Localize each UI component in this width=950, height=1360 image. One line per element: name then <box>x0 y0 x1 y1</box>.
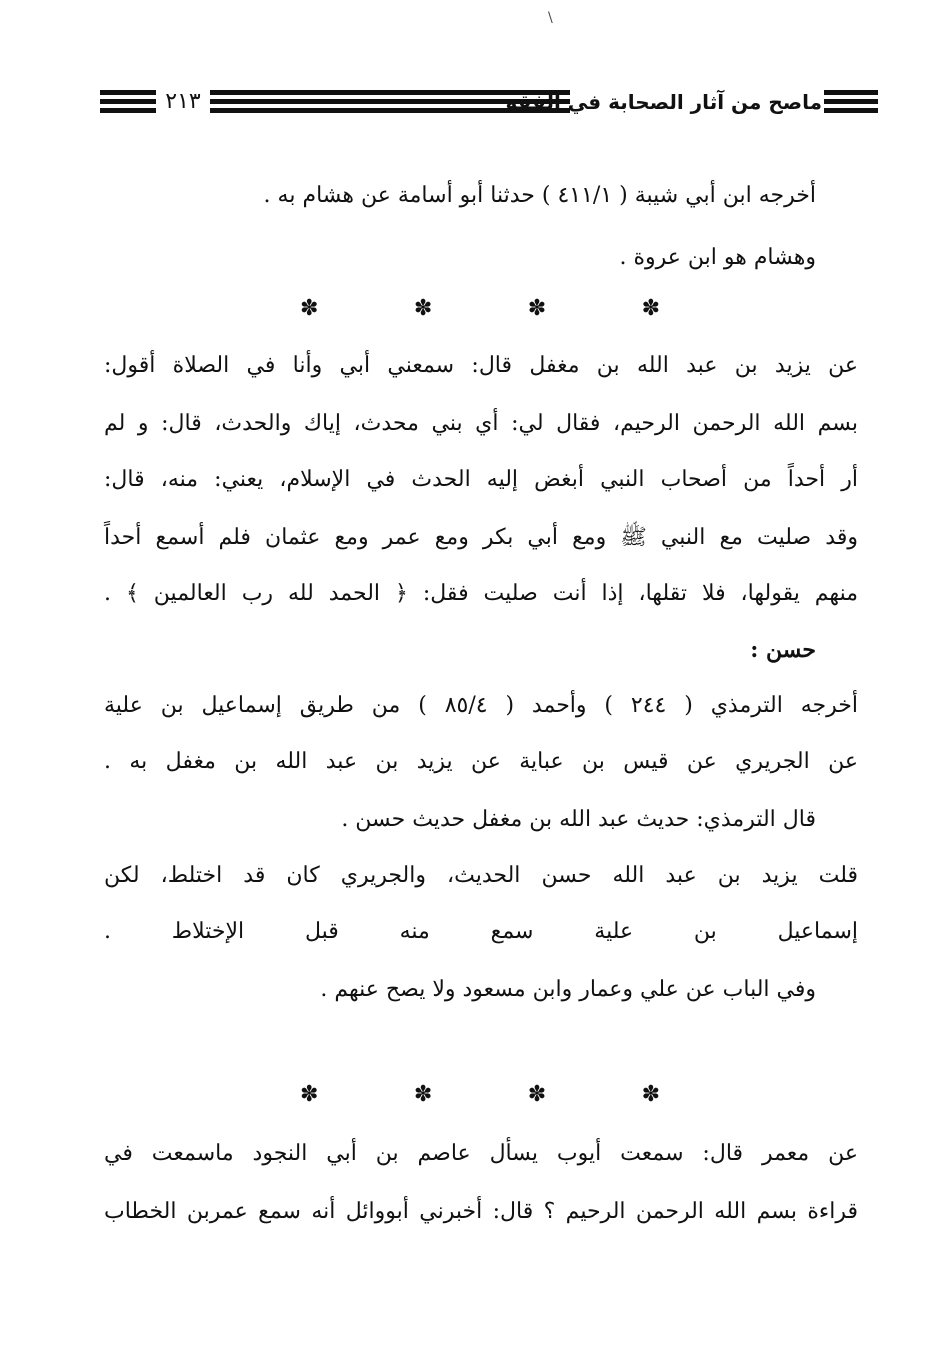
text-line: عن معمر قال: سمعت أيوب يسأل عاصم بن أبي النجود ماسمعت في <box>104 1141 858 1166</box>
text-line: أخرجه الترمذي ( ٢٤٤ ) وأحمد ( ٨٥/٤ ) من طريق إسماعيل بن علية <box>104 693 858 718</box>
flower-ornament-icon: ✽ <box>300 296 319 321</box>
section-separator <box>300 294 660 324</box>
text-line: إسماعيل بن علية سمع منه قبل الإختلاط . <box>104 919 858 944</box>
header-rule-left <box>100 90 156 117</box>
top-mark: \ <box>548 10 553 26</box>
text-line: وفي الباب عن علي وعمار وابن مسعود ولا يصح عنهم . <box>320 977 816 1002</box>
text-line: بسم الله الرحمن الرحيم، فقال لي: أي بني محدث، إياك والحدث، قال: و لم <box>104 411 858 436</box>
flower-ornament-icon: ✽ <box>413 1082 433 1107</box>
text-line: عن يزيد بن عبد الله بن مغفل قال: سمعني أبي وأنا في الصلاة أقول: <box>104 353 858 378</box>
flower-ornament-icon: ✽ <box>641 296 660 321</box>
running-header <box>100 84 878 122</box>
text-line: وهشام هو ابن عروة . <box>619 245 816 270</box>
flower-ornament-icon: ✽ <box>527 1082 547 1107</box>
text-line: منهم يقولها، فلا تقلها، إذا أنت صليت فقل: ﴿ الحمد لله رب العالمين ﴾ . <box>104 581 858 606</box>
running-title: ماصح من آثار الصحابة في الفقه <box>505 90 822 114</box>
flower-ornament-icon: ✽ <box>300 1082 319 1107</box>
text-line: قال الترمذي: حديث عبد الله بن مغفل حديث حسن . <box>341 807 816 832</box>
text-line: قلت يزيد بن عبد الله حسن الحديث، والجريري كان قد اختلط، لكن <box>104 863 858 888</box>
flower-ornament-icon: ✽ <box>641 1082 660 1107</box>
text-line: أخرجه ابن أبي شيبة ( ٤١١/١ ) حدثنا أبو أسامة عن هشام به . <box>263 183 816 208</box>
text-line: قراءة بسم الله الرحمن الرحيم ؟ قال: أخبرني أبووائل أنه سمع عمربن الخطاب <box>104 1199 858 1224</box>
text-line: وقد صليت مع النبي ﷺ ومع أبي بكر ومع عمر ومع عثمان فلم أسمع أحداً <box>104 525 858 550</box>
text-line: عن الجريري عن قيس بن عباية عن يزيد بن عبد الله بن مغفل به . <box>104 749 858 774</box>
section-separator <box>300 1080 660 1110</box>
text-line: أر أحداً من أصحاب النبي أبغض إليه الحدث في الإسلام، يعني: منه، قال: <box>104 467 858 492</box>
flower-ornament-icon: ✽ <box>413 296 433 321</box>
grading-heading: حسن : <box>750 637 816 663</box>
header-rule-right <box>824 90 878 117</box>
page-number: ٢١٣ <box>165 89 201 114</box>
flower-ornament-icon: ✽ <box>527 296 547 321</box>
